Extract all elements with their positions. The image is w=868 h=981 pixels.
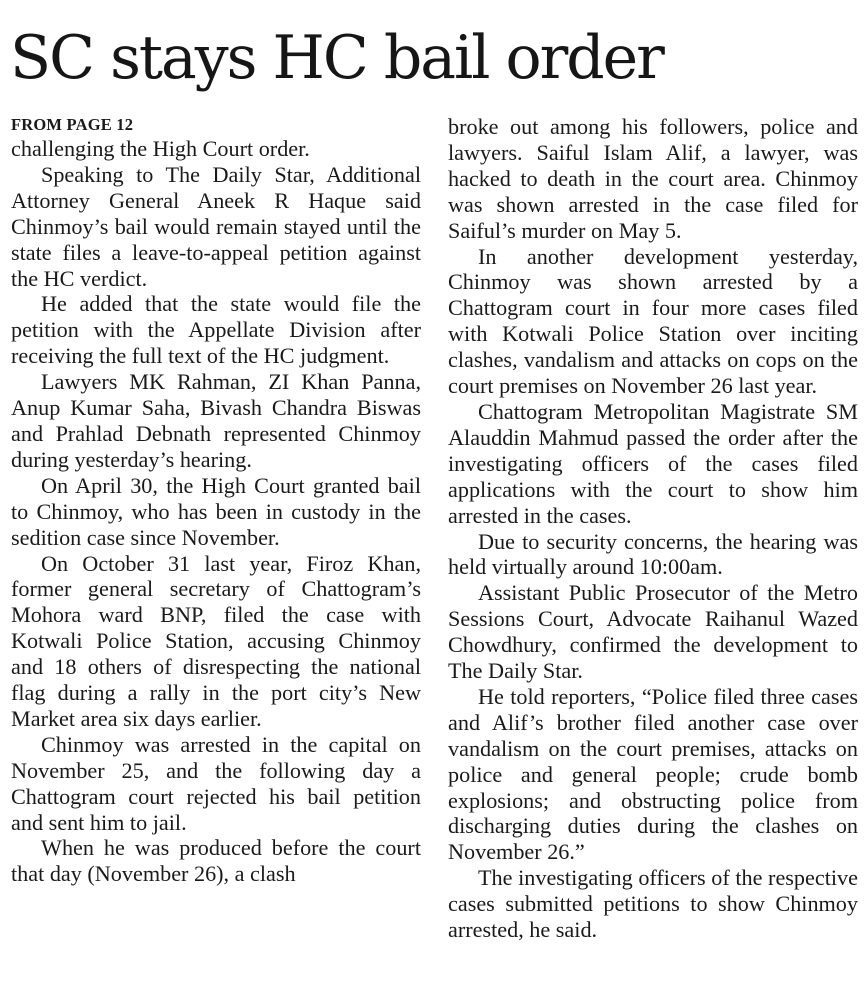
- paragraph: On October 31 last year, Firoz Khan, former general secretary of Chattogram’s Mohora ward BNP, filed the case with Kotwali Police Station, accusing Chinmoy and 18 others of disrespecting the national flag during a rally in the port city’s New Market area six days earlier.: [11, 550, 421, 731]
- paragraph: Chattogram Metropolitan Magistrate SM Alauddin Mahmud passed the order after the investigating officers of the cases filed applications with the court to show him arrested in the cases.: [448, 398, 858, 528]
- paragraph: In another development yesterday, Chinmoy was shown arrested by a Chattogram court in four more cases filed with Kotwali Police Station over inciting clashes, vandalism and attacks on cops on the court premises on November 26 last year.: [448, 243, 858, 399]
- article-column-right: [448, 114, 858, 943]
- paragraph: When he was produced before the court that day (November 26), a clash: [11, 835, 421, 887]
- paragraph: Assistant Public Prosecutor of the Metro Sessions Court, Advocate Raihanul Wazed Chowdhury, confirmed the development to The Daily Star.: [448, 580, 858, 684]
- paragraph: broke out among his followers, police and lawyers. Saiful Islam Alif, a lawyer, was hacked to death in the court area. Chinmoy was shown arrested in the case filed for Saiful’s murder on May 5.: [448, 114, 858, 243]
- paragraph: The investigating officers of the respective cases submitted petitions to show Chinmoy arrested, he said.: [448, 865, 858, 943]
- article-column-left: [11, 114, 421, 887]
- paragraph: challenging the High Court order.: [11, 136, 310, 161]
- paragraph: Chinmoy was arrested in the capital on November 25, and the following day a Chattogram court rejected his bail petition and sent him to jail.: [11, 731, 421, 835]
- paragraph: Due to security concerns, the hearing was held virtually around 10:00am.: [448, 528, 858, 580]
- paragraph: He added that the state would file the petition with the Appellate Division after receiving the full text of the HC judgment.: [11, 291, 421, 369]
- continued-from-label: FROM PAGE 12: [11, 115, 134, 134]
- paragraph: Lawyers MK Rahman, ZI Khan Panna, Anup Kumar Saha, Bivash Chandra Biswas and Prahlad Debnath represented Chinmoy during yesterday’s hearing.: [11, 369, 421, 472]
- paragraph: On April 30, the High Court granted bail to Chinmoy, who has been in custody in the sedition case since November.: [11, 472, 421, 550]
- paragraph: Speaking to The Daily Star, Additional Attorney General Aneek R Haque said Chinmoy’s bail would remain stayed until the state files a leave-to-appeal petition against the HC verdict.: [11, 161, 421, 291]
- headline: SC stays HC bail order: [10, 23, 663, 93]
- paragraph: He told reporters, “Police filed three cases and Alif’s brother filed another case over vandalism on the court premises, attacks on police and general people; crude bomb explosions; and obstructing police from discharging duties during the clashes on November 26.”: [448, 683, 858, 865]
